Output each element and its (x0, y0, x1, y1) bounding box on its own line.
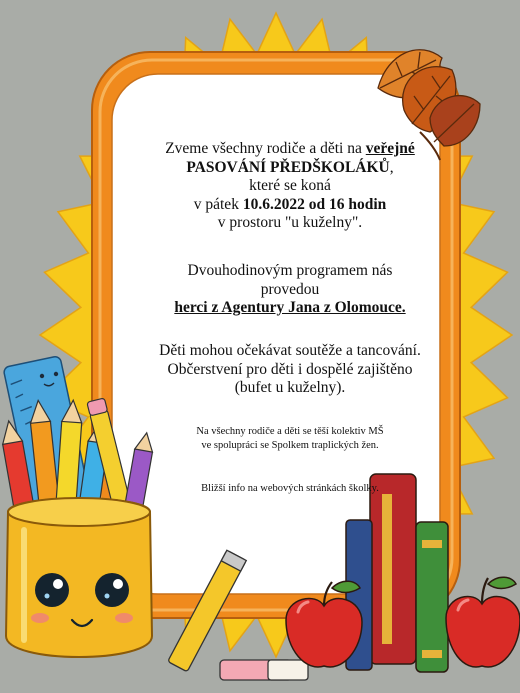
program-line-2: provedou (260, 280, 320, 298)
activities-line-2: Občerstvení pro děti i dospělé zajištěno (167, 360, 413, 378)
more-info: Bližší info na webových stránkách školky. (201, 483, 379, 494)
event-name-suffix: , (389, 158, 394, 176)
program-block (120, 262, 460, 318)
program-performers: herci z Agentury Jana z Olomouce. (174, 299, 406, 317)
organizers-block (120, 425, 460, 453)
event-name: PASOVÁNÍ PŘEDŠKOLÁKŮ (186, 158, 390, 176)
invitation-line-3: které se koná (249, 177, 331, 195)
event-venue: v prostoru "u kuželny". (217, 214, 363, 232)
eraser-icon (220, 660, 308, 680)
event-date: 10.6.2022 od 16 hodin (242, 195, 387, 213)
activities-line-1: Děti mohou očekávat soutěže a tancování. (159, 342, 421, 359)
organizers-line-1: Na všechny rodiče a děti se těší kolektiv MŠ (196, 426, 384, 437)
activities-line-3: (bufet u kuželny). (234, 379, 346, 397)
invitation-block (120, 140, 460, 233)
event-date-prefix: v pátek (193, 195, 243, 213)
program-line-1: Dvouhodinovým programem nás (187, 262, 393, 279)
activities-block (120, 342, 460, 398)
invitation-public-label: veřejné (365, 140, 415, 157)
invitation-line-1-prefix: Zveme všechny rodiče a děti na (165, 140, 366, 157)
organizers-line-2: ve spolupráci se Spolkem traplických žen. (201, 440, 379, 451)
